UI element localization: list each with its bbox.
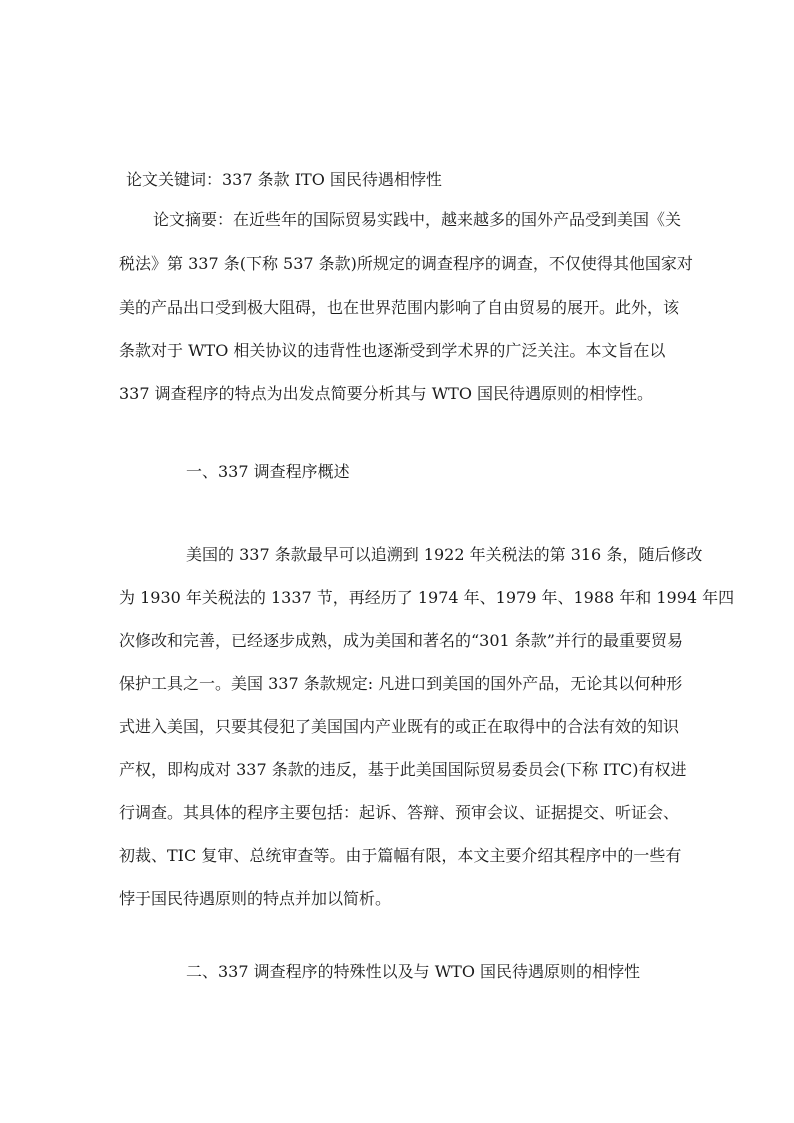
paragraph-line: 初裁、TIC 复审、总统审查等。由于篇幅有限，本文主要介绍其程序中的一些有 [119,846,682,865]
paragraph-line: 美国的 337 条款最早可以追溯到 1922 年关税法的第 316 条，随后修改 [186,545,703,564]
section-heading-2: 二、337 调查程序的特殊性以及与 WTO 国民待遇原则的相悖性 [186,962,641,981]
section-heading-1: 一、337 调查程序概述 [186,462,350,481]
paragraph-line: 悖于国民待遇原则的特点并加以简析。 [119,889,392,908]
paragraph-line: 行调查。其具体的程序主要包括：起诉、答辩、预审会议、证据提交、听证会、 [119,803,680,822]
keywords-line: 论文关键词：337 条款 ITO 国民待遇相悖性 [126,170,442,189]
abstract-line: 税法》第 337 条(下称 537 条款)所规定的调查程序的调查，不仅使得其他国家对 [119,254,693,273]
abstract-line: 论文摘要：在近些年的国际贸易实践中，越来越多的国外产品受到美国《关 [153,210,682,229]
paragraph-line: 产权，即构成对 337 条款的违反，基于此美国国际贸易委员会(下称 ITC)有权进 [119,760,687,779]
abstract-line: 美的产品出口受到极大阻碍，也在世界范围内影响了自由贸易的展开。此外，该 [119,298,680,317]
paragraph-line: 式进入美国，只要其侵犯了美国国内产业既有的或正在取得中的合法有效的知识 [119,717,680,736]
paragraph-line: 保护工具之一。美国 337 条款规定: 凡进口到美国的国外产品，无论其以何种形 [119,674,683,693]
abstract-line: 条款对于 WTO 相关协议的违背性也逐渐受到学术界的广泛关注。本文旨在以 [119,341,666,360]
paragraph-line: 为 1930 年关税法的 1337 节，再经历了 1974 年、1979 年、1988 年和 1994 年四 [119,588,735,607]
abstract-line: 337 调查程序的特点为出发点简要分析其与 WTO 国民待遇原则的相悖性。 [119,384,654,403]
paragraph-line: 次修改和完善，已经逐步成熟，成为美国和著名的“301 条款”并行的最重要贸易 [119,631,683,650]
